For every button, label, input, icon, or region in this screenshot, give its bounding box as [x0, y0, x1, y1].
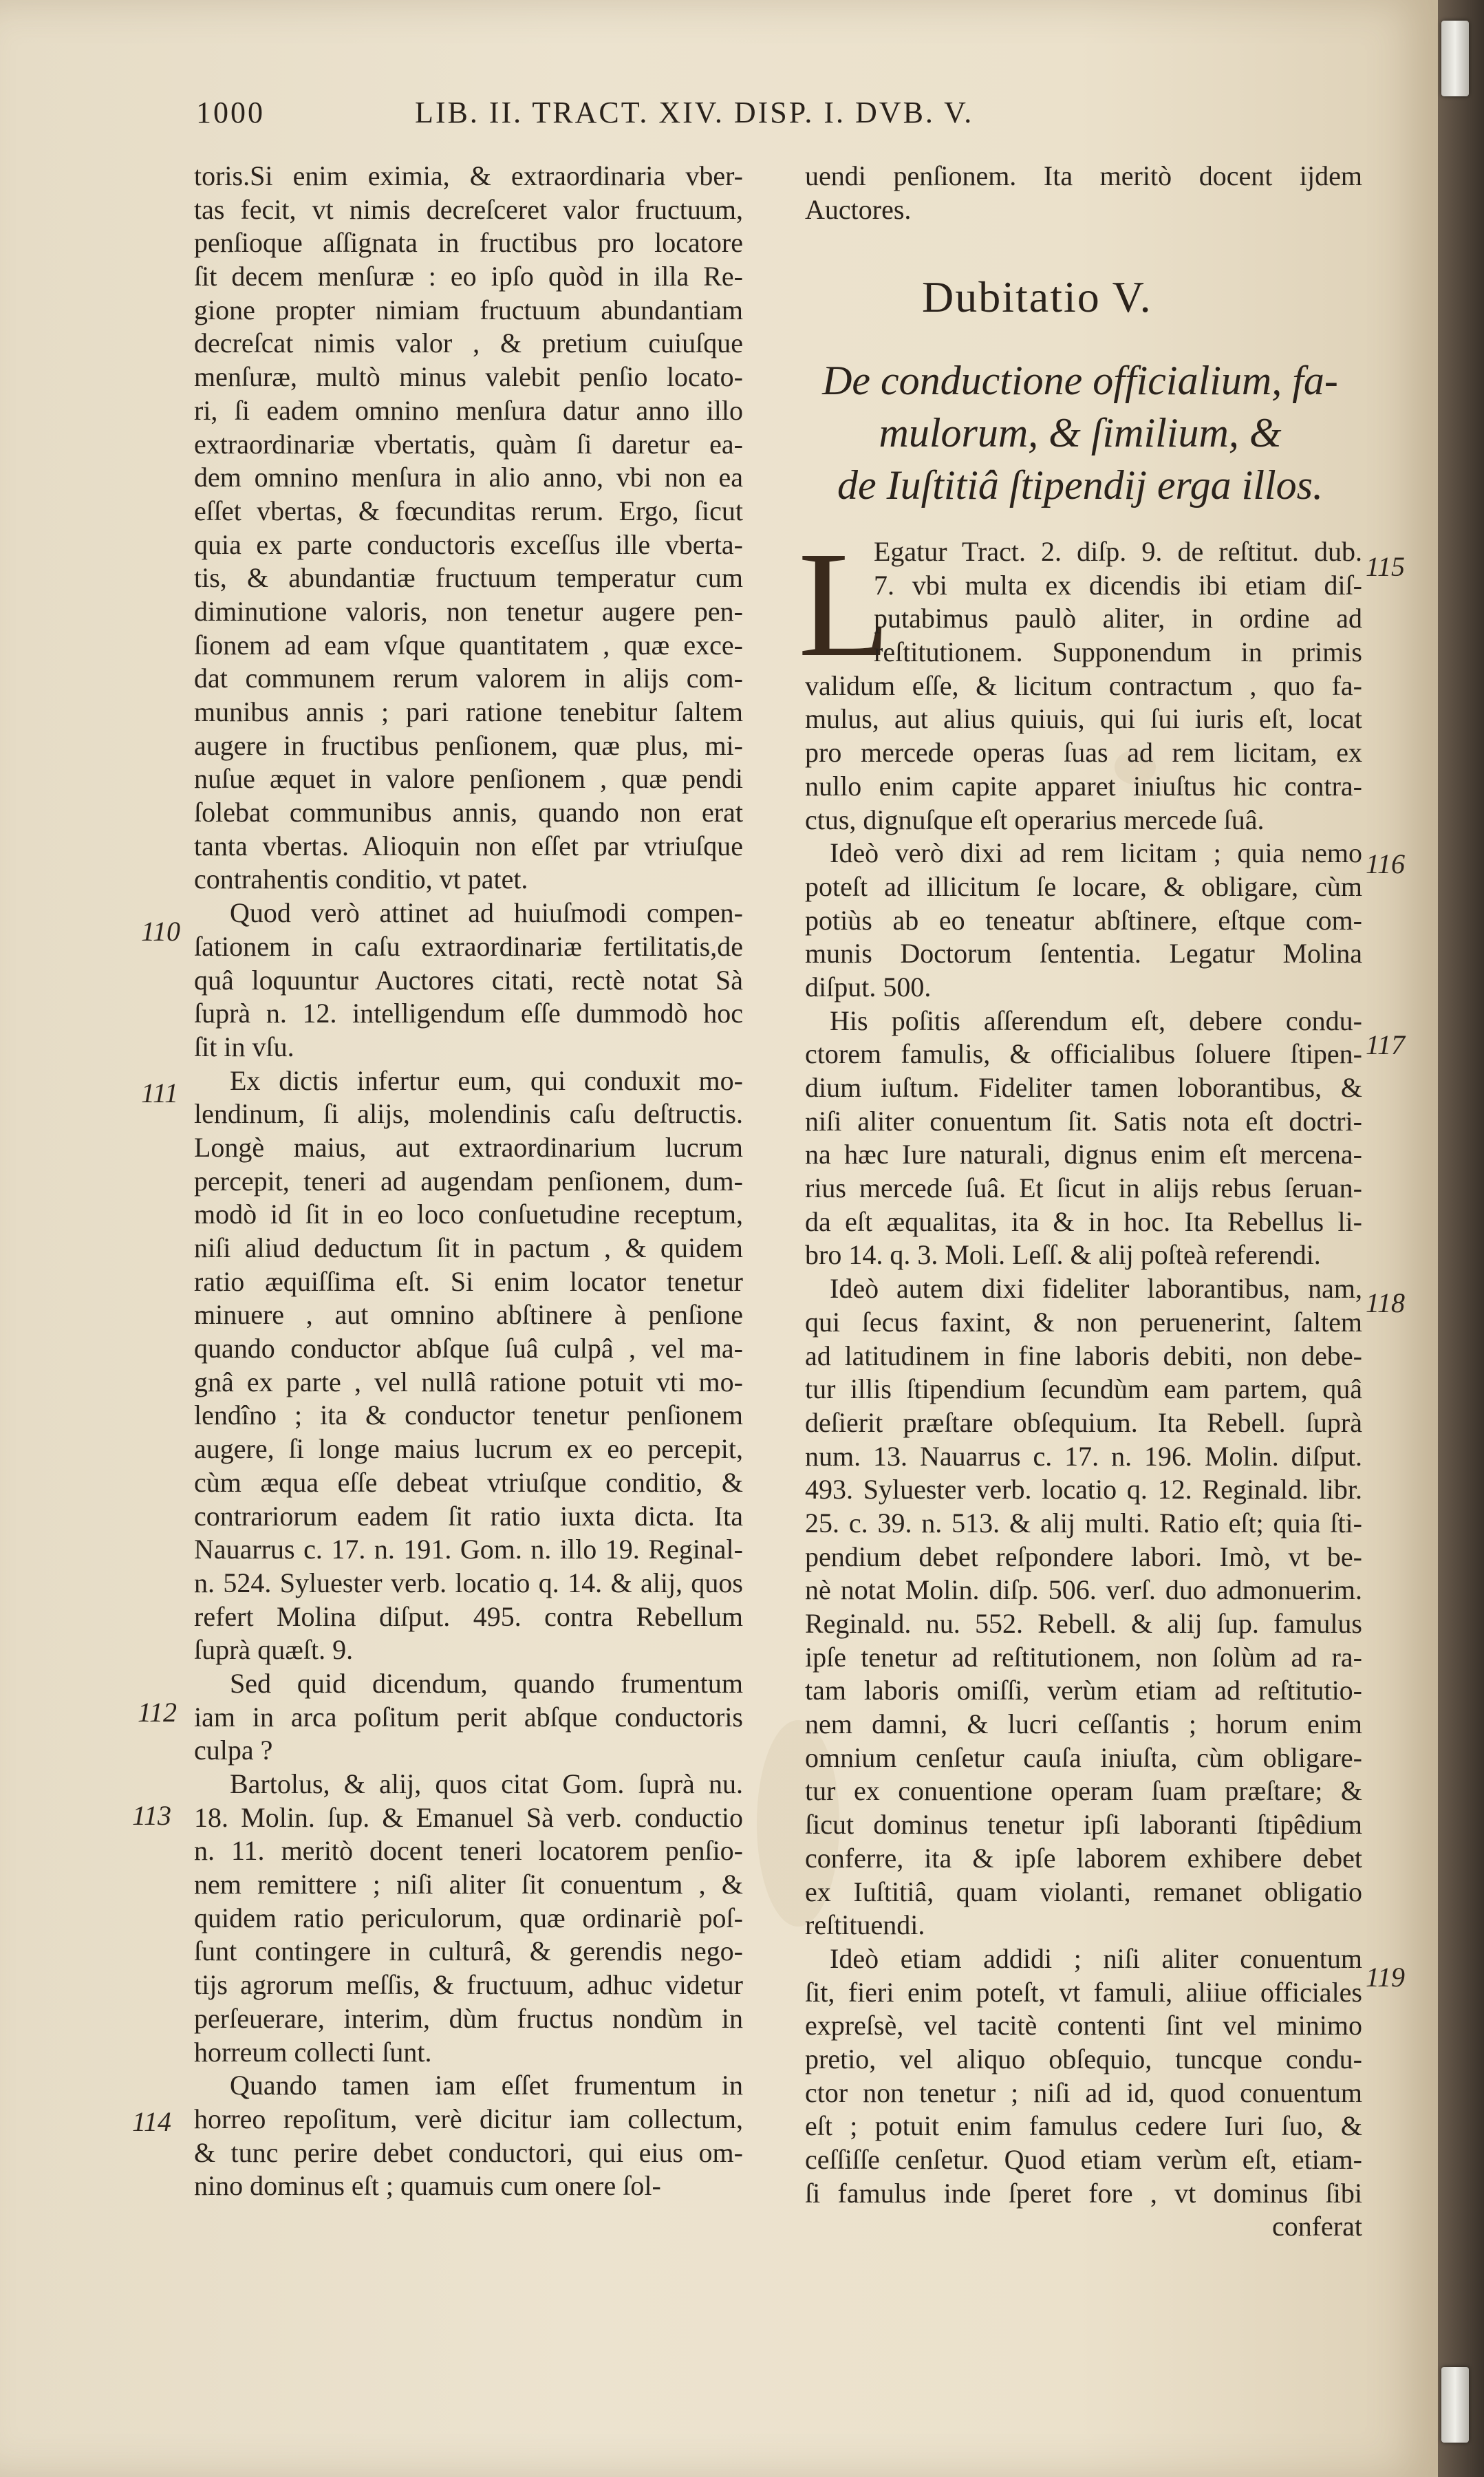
text-line: Longè maius, aut extraordinarium lucrum	[194, 1131, 743, 1163]
text-line: deſierit præſtare obſequium. Ita Rebell. ſuprà	[805, 1406, 1362, 1438]
text-line: 493. Syluester verb. locatio q. 12. Reginald. libr.	[805, 1474, 1362, 1505]
text-line: Nauarrus c. 17. n. 191. Gom. n. illo 19. Reginal-	[194, 1534, 743, 1565]
text-line: ſuprà quæſt. 9.	[194, 1634, 354, 1666]
text-line: tanta vbertas. Alioquin non eſſet par vtriuſque	[194, 830, 743, 861]
margin-number: 117	[1366, 1029, 1406, 1060]
text-line: qui ſecus faxint, & non peruenerint, ſaltem	[805, 1306, 1362, 1338]
text-line: iam in arca poſitum perit abſque conductoris	[194, 1701, 743, 1733]
text-line: refert Molina diſput. 495. contra Rebellum	[194, 1600, 743, 1632]
text-line: percepit, teneri ad augendam penſionem, dum-	[194, 1165, 743, 1197]
text-line: augere, ſi longe maius lucrum ex eo percepit,	[194, 1433, 743, 1465]
text-line: quâ loquuntur Auctores citati, rectè notat Sà	[194, 964, 743, 996]
text-line: ipſe tenetur ad reſtitutionem, non ſolùm ad ra-	[805, 1641, 1362, 1673]
margin-number: 110	[141, 916, 181, 947]
text-line: tis, & abundantiæ fructuum temperatur cum	[194, 562, 743, 594]
text-line: quia ex parte conductoris exceſſus ille vberta-	[194, 528, 743, 560]
text-line: munis Doctorum ſententia. Legatur Molina	[805, 938, 1362, 969]
text-line: potiùs ab eo teneatur abſtinere, eſtque com-	[805, 904, 1362, 936]
text-line: horreo repoſitum, verè dicitur iam collectum,	[194, 2103, 743, 2134]
text-line: ſit in vſu.	[194, 1031, 294, 1062]
margin-number: 113	[132, 1800, 172, 1831]
text-line: quando conductor abſque ſuâ culpâ , vel ma-	[194, 1333, 743, 1364]
text-line: tam laboris omiſſi, verùm etiam ad reſtitutio-	[805, 1675, 1362, 1706]
text-line: Reginald. nu. 552. Rebell. & alij ſup. famulus	[805, 1608, 1362, 1639]
text-line: ratio æquiſſima eſt. Si enim locator tenetur	[194, 1265, 743, 1297]
text-line: tas fecit, vt nimis decreſceret valor fructuum,	[194, 193, 743, 225]
text-line: n. 11. meritò docent teneri locatorem penſio-	[194, 1835, 743, 1867]
text-line: ex Iuſtitiâ, quam violanti, remanet obligatio	[805, 1876, 1362, 1907]
text-line: dat communem rerum valorem in alijs com-	[194, 663, 743, 694]
text-line: ad latitudinem in fine laboris debiti, non debe-	[805, 1340, 1362, 1371]
text-line: ſit decem menſuræ : eo ipſo quòd in illa Re-	[194, 261, 743, 292]
text-line: contrariorum eadem ſit ratio iuxta dicta. Ita	[194, 1500, 743, 1532]
text-line: niſi aliter conuentum ſit. Satis nota eſt doctri-	[805, 1105, 1362, 1137]
text-line: contrahentis conditio, vt patet.	[194, 864, 528, 895]
margin-number: 118	[1366, 1287, 1406, 1318]
text-line: quidem ratio periculorum, quæ ordinariè poſ-	[194, 1902, 743, 1933]
text-line: lendinum, ſi alijs, molendinis caſu deſtructis.	[194, 1098, 743, 1130]
text-line: decreſcat nimis valor , & pretium cuiuſque	[194, 328, 743, 359]
text-line: Ideò verò dixi ad rem licitam ; quia nemo	[830, 837, 1362, 869]
section-heading: Dubitatio V.	[922, 272, 1152, 321]
text-line: eſt ; potuit enim famulus cedere Iuri ſuo, &	[805, 2110, 1362, 2142]
text-line: tijs agrorum meſſis, & fructuum, adhuc videtur	[194, 1969, 743, 2001]
text-line: nem remittere ; niſi aliter ſit conuentum , &	[194, 1869, 743, 1900]
text-line: gnâ ex parte , vel nullâ ratione potuit vti mo-	[194, 1366, 743, 1397]
text-line: diminutione valoris, non tenetur augere pen-	[194, 595, 743, 627]
text-line: tur ex conuentione operam ſuam præſtare; &	[805, 1775, 1362, 1807]
text-line: validum eſſe, & licitum contractum , quo fa-	[805, 669, 1362, 701]
page-clip	[1441, 21, 1469, 96]
text-line: cùm æqua eſſe debeat vtriuſque conditio, &	[194, 1466, 743, 1498]
text-line: niſi aliud deductum ſit in pactum , & quidem	[194, 1232, 743, 1263]
text-line: poteſt ad illicitum ſe locare, & obligare, cùm	[805, 870, 1362, 902]
text-line: ri, ſi eadem omnino menſura datur anno illo	[194, 394, 743, 426]
text-line: conferre, ita & ipſe laborem exhibere debet	[805, 1842, 1362, 1874]
margin-number: 119	[1366, 1962, 1406, 1993]
margin-number: 114	[132, 2106, 172, 2137]
text-line: 7. vbi multa ex dicendis ibi etiam diſ-	[874, 569, 1362, 601]
text-line: ſicut dominus tenetur ipſi laboranti ſtipêdium	[805, 1809, 1362, 1841]
text-line: & tunc perire debet conductori, qui eius om-	[194, 2136, 743, 2168]
text-line: penſioque aſſignata in fructibus pro locatore	[194, 227, 743, 259]
text-line: horreum collecti ſunt.	[194, 2036, 432, 2068]
left-column	[194, 160, 743, 2203]
text-line: putabimus paulò aliter, in ordine ad	[874, 603, 1362, 634]
text-line: ceſſiſſe cenſetur. Quod etiam verùm eſt, etiam-	[805, 2144, 1362, 2175]
text-line: Ideò autem dixi fideliter laborantibus, nam,	[830, 1273, 1362, 1305]
text-line: expreſsè, vel tacitè contenti ſint vel minimo	[805, 2010, 1362, 2041]
text-line: ſionem ad eam vſque quantitatem , quæ exce-	[194, 629, 743, 661]
text-line: 18. Molin. ſup. & Emanuel Sà verb. conductio	[194, 1801, 743, 1833]
text-line: conferat	[1271, 2211, 1362, 2242]
text-line: n. 524. Syluester verb. locatio q. 14. & alij, quos	[194, 1567, 743, 1598]
text-line: pretio, vel aliquo obſequio, tuncque condu-	[805, 2043, 1362, 2074]
text-line: augere in fructibus penſionem, quæ plus, mi-	[194, 729, 743, 761]
text-line: His poſitis aſſerendum eſt, debere condu-	[830, 1005, 1362, 1036]
subtitle-line: de Iuſtitiâ ſtipendij erga illos.	[837, 462, 1324, 508]
text-line: gione propter nimiam fructuum abundantiam	[194, 294, 743, 325]
text-line: Auctores.	[805, 193, 912, 225]
text-line: reſtitutionem. Supponendum in primis	[874, 636, 1362, 668]
right-column-top	[805, 160, 1362, 226]
text-line: mulus, aut alius quiuis, qui ſui iuris eſt, locat	[805, 703, 1362, 735]
margin-number: 112	[138, 1697, 178, 1728]
text-line: minuere , aut omnino abſtinere à penſione	[194, 1299, 743, 1331]
text-line: ſolebat communibus annis, quando non erat	[194, 797, 743, 828]
text-line: munibus annis ; pari ratione tenebitur ſaltem	[194, 696, 743, 727]
text-line: Ideò etiam addidi ; niſi aliter conuentum	[830, 1942, 1362, 1974]
text-line: Quando tamen iam eſſet frumentum in	[230, 2070, 743, 2101]
text-line: na hæc Iure naturali, dignus enim eſt mercena-	[805, 1139, 1362, 1170]
text-line: reſtituendi.	[805, 1909, 925, 1941]
text-line: dium iuſtum. Fideliter tamen loborantibus, &	[805, 1072, 1362, 1103]
text-line: 25. c. 39. n. 513. & alij multi. Ratio eſt; quia ſti-	[805, 1507, 1362, 1538]
text-line: num. 13. Nauarrus c. 17. n. 196. Molin. diſput.	[805, 1440, 1362, 1472]
text-line: Sed quid dicendum, quando frumentum	[230, 1667, 743, 1699]
margin-number: 116	[1366, 848, 1406, 879]
margin-number: 115	[1366, 551, 1406, 582]
page-clip	[1441, 2367, 1469, 2443]
text-line: ctus, dignuſque eſt operarius mercede ſuâ.	[805, 804, 1265, 835]
text-line: ctorem famulis, & officialibus ſoluere ſtipen-	[805, 1038, 1362, 1070]
text-line: Ex dictis infertur eum, qui conduxit mo-	[230, 1064, 743, 1096]
page-edge	[1438, 0, 1484, 2477]
text-line: perſeuerare, interim, dùm fructus nondùm in	[194, 2002, 743, 2034]
text-line: extraordinariæ vbertatis, quàm ſi daretur ea-	[194, 428, 743, 460]
text-line: Quod verò attinet ad huiuſmodi compen-	[230, 897, 743, 929]
text-line: modò id ſit in eo loco conſuetudine receptum,	[194, 1199, 743, 1230]
text-line: diſput. 500.	[805, 971, 932, 1002]
text-line: omnium cenſetur cauſa iniuſta, cùm obligare-	[805, 1741, 1362, 1773]
text-line: Egatur Tract. 2. diſp. 9. de reſtitut. dub.	[874, 536, 1362, 567]
text-line: lendîno ; ita & conductor tenetur penſionem	[194, 1400, 743, 1431]
text-line: rius mercede ſuâ. Et ſicut in alijs rebus ſeruan-	[805, 1172, 1362, 1204]
subtitle-line: De conductione officialium, fa-	[822, 358, 1338, 403]
text-line: tur illis ſtipendium ſecundùm eam partem, quâ	[805, 1373, 1362, 1405]
text-line: ſationem in caſu extraordinariæ fertilitatis,de	[194, 930, 743, 962]
text-line: dem omnino menſura in alio anno, vbi non ea	[194, 462, 743, 493]
text-line: culpa ?	[194, 1735, 273, 1766]
text-line: ſi famulus inde ſperet fore , vt dominus ſibi	[805, 2177, 1362, 2209]
running-title: LIB. II. TRACT. XIV. DISP. I. DVB. V.	[415, 96, 974, 129]
margin-number: 111	[141, 1077, 179, 1108]
section-subtitle	[795, 354, 1366, 511]
text-line: nuſue æquet in valore penſionem , quæ pendi	[194, 763, 743, 795]
text-line: toris.Si enim eximia, & extraordinaria vber-	[194, 160, 743, 191]
text-line: nino dominus eſt ; quamuis cum onere ſol-	[194, 2170, 661, 2202]
text-line: menſuræ, multò minus valebit penſio locato-	[194, 361, 743, 393]
text-line: bro 14. q. 3. Moli. Leſſ. & alij poſteà referendi.	[805, 1239, 1321, 1271]
right-column-body	[805, 535, 1362, 2244]
text-line: nullo enim capite apparet iniuſtus hic contra-	[805, 770, 1362, 802]
text-line: ſuprà n. 12. intelligendum eſſe dummodò hoc	[194, 998, 743, 1029]
text-line: da eſt æqualitas, ita & in hoc. Ita Rebellus li-	[805, 1205, 1362, 1237]
page-number: 1000	[196, 96, 265, 129]
text-line: pro mercede operas ſuas ad rem licitam, ex	[805, 737, 1362, 769]
text-line: eſſet vbertas, & fœcunditas rerum. Ergo, ſicut	[194, 495, 743, 526]
text-line: ſunt contingere in culturâ, & gerendis nego-	[194, 1936, 743, 1967]
subtitle-line: mulorum, & ſimilium, &	[879, 410, 1282, 455]
drop-cap: L	[798, 520, 891, 688]
text-line: nem damni, & lucri ceſſantis ; horum enim	[805, 1708, 1362, 1740]
text-line: ſit, fieri enim poteſt, vt famuli, aliiue officiales	[805, 1976, 1362, 2008]
text-line: pendium debet reſpondere labori. Imò, vt be-	[805, 1541, 1362, 1572]
text-line: nè notat Molin. diſp. 506. verſ. duo admonuerim.	[805, 1574, 1362, 1606]
text-line: Bartolus, & alij, quos citat Gom. ſuprà nu.	[230, 1768, 743, 1799]
text-line: ctor non tenetur ; niſi ad id, quod conuentum	[805, 2077, 1362, 2108]
text-line: uendi penſionem. Ita meritò docent ijdem	[805, 160, 1362, 191]
